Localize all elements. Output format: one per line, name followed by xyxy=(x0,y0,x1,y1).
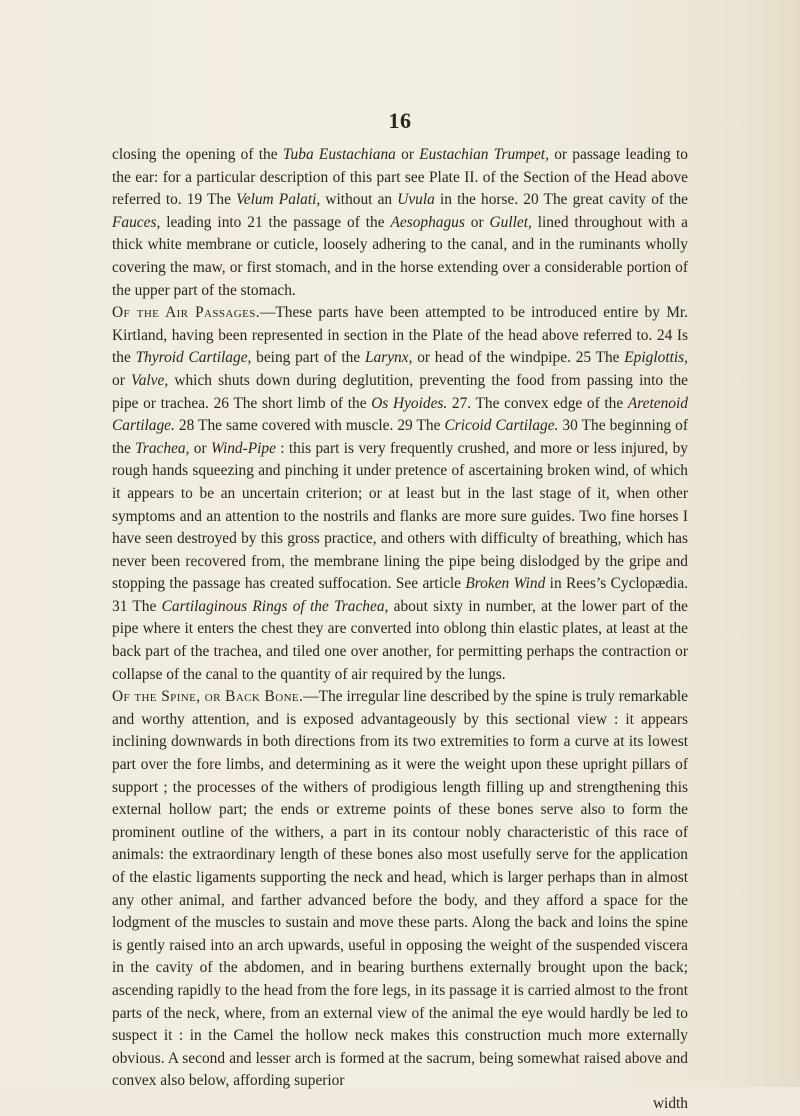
text-run: in Rees’s Cyclopædia. 31 The xyxy=(112,575,689,615)
italic-term: Eustachian Trumpet, xyxy=(419,146,549,163)
italic-term: Cricoid Cartilage. xyxy=(444,417,559,435)
italic-term: Fauces, xyxy=(112,213,161,231)
italic-term: Broken Wind xyxy=(465,575,546,593)
text-run: or passage leading to the ear: for a particular description of this part see Plate II. of the Section of the Head above referred to. 19 The xyxy=(112,146,688,209)
italic-term: Cartilaginous Rings of the Trachea, xyxy=(161,597,389,615)
paragraph-air-passages xyxy=(112,302,688,686)
text-run: closing the opening of the xyxy=(112,146,283,163)
text-run: 28 The same covered with muscle. 29 The xyxy=(174,417,445,435)
text-run: being part of the xyxy=(251,349,365,367)
text-run: —The irregular line described by the spine is truly remarkable and worthy attention, and is exposed advantageously by this sectional view : it appears inclining downwards in both directions from its two extremities to form a curve at its lowest part over the fore limbs, and determining as it were the weight upon these upright pillars of support ; the processes of the withers of prodigious length filling up and strengthening this external hollow part; the ends or extreme points of these bones serve also to form the prominent outline of the withers, a part in its contour nobly characteristic of this race of animals: the extraordinary length of these bones also most usefully serve for the application of the elastic ligaments supporting the neck and head, which is larger perhaps than in almost any other animal, and farther advanced before the body, and they afford a space for the lodgment of the muscles to sustain and move these parts. Along the back and loins the spine is gently raised into an arch upwards, useful in opposing the weight of the suspended viscera in the cavity of the abdomen, and in bearing burthens externally brought upon the back; ascending rapidly to the head from the fore legs, in its passage it is carried almost to the front parts of the neck, where, from an external view of the animal the eye would hardly be led to suspect it : in the Camel the hollow neck makes this construction much more externally obvious. A second and lesser arch is formed at the sacrum, being somewhat raised above and convex also below, affording superior xyxy=(112,688,688,1090)
text-run: 30 The beginning of the xyxy=(112,417,688,457)
text-run: 27. The convex edge of the xyxy=(447,394,628,412)
italic-term: Aesophagus xyxy=(390,213,465,231)
text-run: lined throughout with a thick white membrane or cuticle, loosely adhering to the canal, and in the ruminants wholly covering the maw, or first stomach, and in the horse extending over a considerable portion of the upper part of the stomach. xyxy=(112,213,688,299)
italic-term: Uvula xyxy=(397,191,435,209)
text-run: : this part is very frequently crushed, and more or less injured, by rough hands squeezing and pinching it under pretence of ascertaining broken wind, of which it appears to be an uncertain criterion; or at least but in the last stage of it, when other symptoms and an attention to the nostrils and flanks are more sure guides. Two fine horses I have seen destroyed by this gross practice, and others with difficulty of breathing, which has never been recovered from, the membrane lining the pipe being dislodged by the gripe and stopping the passage has created suffocation. See article xyxy=(112,439,688,593)
italic-term: Tuba Eustachiana xyxy=(282,146,396,163)
catchword: width xyxy=(652,1094,688,1112)
text-run: —These parts have been attempted to be introduced entire by Mr. Kirtland, having been represented in section in the Plate of the head above referred to. 24 Is the xyxy=(112,304,688,367)
section-heading: Of the Air Passages. xyxy=(112,304,260,322)
text-run: which shuts down during deglutition, preventing the food from passing into the pipe or trachea. 26 The short limb of the xyxy=(112,371,689,412)
text-run: about sixty in number, at the lower part of the pipe where it enters the chest they are converted into oblong thin elastic plates, at least at the back part of the trachea, and tiled one over another, for permitting perhaps the contraction or collapse of the canal to the quantity of air required by the lungs. xyxy=(112,597,688,683)
text-run: without an xyxy=(320,191,398,209)
body-text xyxy=(112,144,688,1116)
text-run: or xyxy=(189,439,211,457)
italic-term: Aretenoid Cartilage. xyxy=(112,394,688,435)
text-run: or xyxy=(395,146,420,163)
italic-term: Gullet, xyxy=(489,213,532,231)
italic-term: Epiglottis, xyxy=(624,349,688,367)
text-run: or head of the windpipe. 25 The xyxy=(412,349,625,367)
italic-term: Trachea, xyxy=(135,439,190,457)
italic-term: Wind-Pipe xyxy=(210,439,276,457)
italic-term: Larynx, xyxy=(364,349,413,367)
paragraph-spine xyxy=(112,686,688,1093)
text-run: in the horse. 20 The great cavity of the xyxy=(434,191,688,209)
paragraph-velum-palati xyxy=(112,144,688,302)
page-number: 16 xyxy=(388,108,412,133)
italic-term: Os Hyoides. xyxy=(371,394,448,412)
italic-term: Thyroid Cartilage, xyxy=(135,349,252,367)
text-run: or xyxy=(464,213,490,231)
italic-term: Valve, xyxy=(131,371,169,389)
italic-term: Velum Palati, xyxy=(236,191,321,209)
section-heading: Of the Spine, or Back Bone. xyxy=(112,688,304,706)
text-run: or xyxy=(112,371,131,389)
text-run: leading into 21 the passage of the xyxy=(160,213,391,231)
